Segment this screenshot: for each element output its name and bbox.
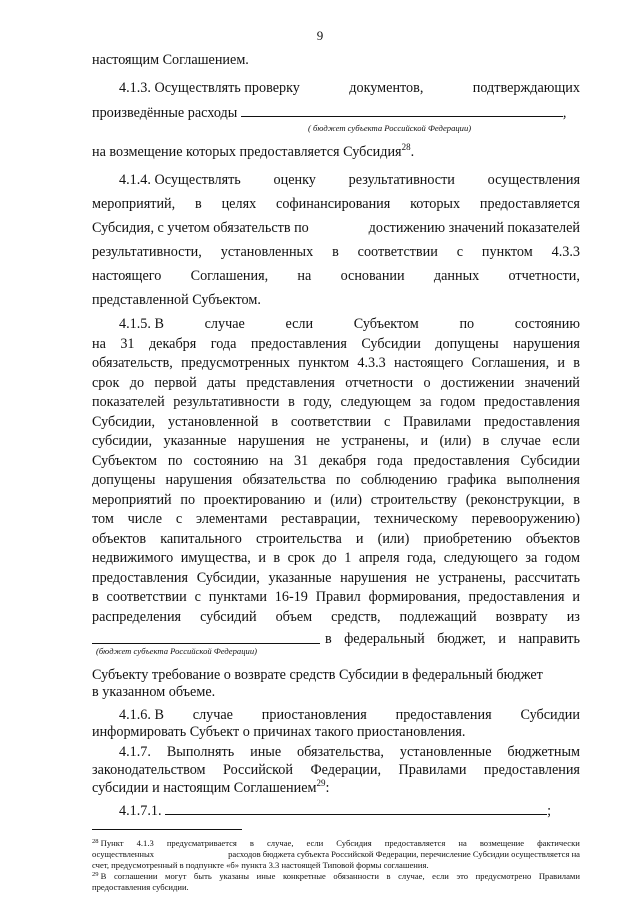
text-word: Выполнять [166, 744, 235, 760]
text-word: графика [447, 472, 497, 488]
text-word: Соглашения, [471, 355, 550, 371]
text-word: информировать Субъект о причинах такого приостановления. [92, 724, 466, 740]
fill-in-blank [241, 104, 563, 117]
text-word: $^{29}$ В [92, 871, 107, 881]
text-word: $^{28}$ Пункт [92, 838, 124, 848]
text-word: предусмотренных [181, 355, 290, 371]
text-word: не [415, 570, 430, 586]
text-word: и [572, 589, 580, 605]
text-word: капитального [160, 531, 242, 547]
text-word: в [332, 244, 339, 260]
text-word: 4.1.3 [136, 838, 154, 848]
text-word: быть [193, 871, 212, 881]
text-word: результативности [348, 172, 455, 188]
text-word: Правилами [403, 414, 472, 430]
text-word: Субсидии [520, 707, 580, 723]
footnote-number: 28 [92, 838, 99, 845]
text-word: предоставления субсидии. [92, 882, 189, 892]
text-word: предоставления [483, 762, 580, 778]
paragraph-4-1-7-1 [119, 802, 580, 819]
text-line [119, 707, 580, 723]
text-line: Субъекту требование о возврате средств Субсидии в федеральный бюджет [92, 667, 543, 683]
clause-number: 4.1.7.1. [119, 803, 162, 819]
text-word: мероприятий, [92, 196, 176, 212]
text-word: основании [340, 268, 405, 284]
text-line [92, 433, 580, 449]
text-word: Федерации, [310, 762, 382, 778]
text-word: допущены [92, 472, 156, 488]
text-word: 4.3.3 [551, 244, 580, 260]
text-word: отчетности, [508, 268, 580, 284]
text-word: Субсидия [336, 838, 372, 848]
footnote-ref: 29 [316, 778, 326, 788]
text-line [92, 511, 580, 527]
text-word: пунктом [481, 244, 533, 260]
field-hint: (бюджет субъекта Российской Федерации) [96, 646, 257, 656]
text-word: нарушения [237, 433, 305, 449]
text-word: осуществленных [92, 849, 155, 859]
text-word: в [249, 838, 254, 848]
text-word: представления [246, 375, 335, 391]
text-word: первой [154, 375, 197, 391]
clause-number: 4.1.3. [119, 80, 151, 96]
text-word: 4.3.3 [357, 355, 386, 371]
text-word: данных [433, 268, 480, 284]
text-word: документов, [349, 80, 424, 96]
text-word: соблюдению [360, 472, 438, 488]
text-word: за [525, 550, 538, 566]
text-word: году, [303, 394, 332, 410]
text-word: 4.1.5. В [119, 316, 164, 332]
text-word: объектов [92, 531, 147, 547]
text-word: Соглашения, [190, 268, 269, 284]
text-fragment: произведённые расходы [92, 105, 238, 121]
text-word: целях [221, 196, 257, 212]
text-line: настоящим Соглашением. [92, 52, 249, 68]
text-word: предоставления [483, 394, 580, 410]
text-word: могут [165, 871, 187, 881]
text-word: мероприятий [92, 492, 172, 508]
text-word: и [420, 433, 429, 449]
text-word: случае [500, 433, 541, 449]
text-line [92, 336, 580, 352]
text-word: соответствии [106, 589, 187, 605]
text-word: до [322, 550, 337, 566]
paragraph-4-1-7-last-line [92, 780, 580, 797]
punctuation: : [325, 780, 330, 796]
text-word: указанные [268, 570, 332, 586]
text-word: Российской [223, 762, 293, 778]
text-word: года [210, 336, 237, 352]
text-word: в [573, 492, 580, 508]
text-word: если [432, 871, 449, 881]
text-word: указанные [163, 433, 227, 449]
text-word: года, [407, 550, 437, 566]
text-word: субсидии, [92, 433, 153, 449]
text-word: случае [204, 316, 245, 332]
text-word: и [355, 531, 364, 547]
paragraph-4-1-3-line-3 [92, 144, 580, 161]
text-word: Правил [315, 589, 361, 605]
text-word: предоставления [483, 414, 580, 430]
text-word: установленные [399, 744, 492, 760]
text-word: предоставляется [384, 838, 446, 848]
paragraph-4-1-3-line-1 [119, 80, 580, 96]
text-line: в указанном объеме. [92, 684, 216, 700]
text-word: направить [518, 631, 580, 647]
text-word: случае, [266, 838, 294, 848]
text-word: (или) [439, 433, 472, 449]
text-line [92, 453, 580, 469]
text-word: о [423, 375, 431, 391]
text-word: предоставления [395, 707, 492, 723]
text-word: средств, [331, 609, 381, 625]
text-word: (или) [330, 492, 362, 508]
text-word: результативности [173, 394, 280, 410]
text-word: устранены, [341, 433, 410, 449]
text-line [92, 220, 580, 236]
text-word: в [273, 550, 281, 566]
text-word: обязанности [333, 871, 379, 881]
text-line [119, 744, 580, 760]
text-word: установленных [220, 244, 314, 260]
text-word: предоставления [468, 589, 565, 605]
text-word: по [180, 492, 196, 508]
text-word: конкретные [282, 871, 326, 881]
text-word: декабря [319, 453, 367, 469]
text-word: имущества, [180, 550, 251, 566]
text-word: софинансирования [276, 196, 391, 212]
text-line [92, 472, 580, 488]
text-word: техническому [374, 511, 458, 527]
text-word: следующего [443, 550, 518, 566]
text-word: бюджетным [507, 744, 580, 760]
text-word: недвижимого [92, 550, 174, 566]
paragraph-4-1-3-line-2 [92, 104, 580, 121]
text-word: оценку [273, 172, 316, 188]
text-word: состоянию [514, 316, 580, 332]
text-word: проектированию [203, 492, 306, 508]
text-word: нарушения [165, 472, 233, 488]
text-word: (реконструкции, [465, 492, 565, 508]
text-word: Субсидии, [92, 414, 156, 430]
text-word: по [459, 316, 475, 332]
text-word: 31 [294, 453, 309, 469]
text-word: с [194, 589, 201, 605]
text-word: предоставления [413, 453, 510, 469]
text-word: обязательства, [297, 744, 384, 760]
text-word: срок [92, 375, 120, 391]
text-line [92, 244, 580, 260]
text-word: нарушения [340, 570, 407, 586]
text-word: состоянию [193, 453, 259, 469]
punctuation: ; [547, 803, 552, 819]
text-word: обязательств, [92, 355, 173, 371]
text-word: по [335, 472, 351, 488]
text-word: если [306, 838, 324, 848]
text-word: настоящего [92, 268, 162, 284]
text-word: предусматривается [166, 838, 237, 848]
text-word: соответствии [290, 414, 372, 430]
text-word: с [456, 244, 464, 260]
text-word: Субсидии [520, 453, 580, 469]
text-word: значений [524, 375, 580, 391]
text-word: годом [544, 550, 580, 566]
text-word: случае [192, 707, 233, 723]
text-word: формирования, [368, 589, 461, 605]
text-word: пунктами [208, 589, 267, 605]
text-word: 31 [120, 336, 135, 352]
text-word: и [557, 355, 566, 371]
text-word: выполнения [506, 472, 580, 488]
text-line [92, 394, 580, 410]
text-word: и [313, 492, 322, 508]
text-word: в [482, 433, 490, 449]
text-word: законодательством [92, 762, 206, 778]
text-word: случае, [398, 871, 425, 881]
text-word: перевооружению) [471, 511, 580, 527]
text-word: из [566, 609, 580, 625]
text-word: Субъектом [353, 316, 419, 332]
text-word: федеральный [344, 631, 425, 647]
text-word: в [92, 589, 99, 605]
page-number: 9 [316, 28, 324, 43]
text-word: иные [250, 744, 282, 760]
text-word: 4.1.4. Осуществлять [119, 172, 241, 188]
text-word: в [573, 355, 580, 371]
text-word: соглашении [113, 871, 158, 881]
text-word: года [377, 453, 403, 469]
text-word: на [297, 268, 312, 284]
footnote-line [92, 860, 580, 871]
text-word: представленной Субъектом. [92, 292, 261, 308]
text-word: числе [127, 511, 163, 527]
text-word: соответствии [357, 244, 438, 260]
text-word: на [269, 453, 284, 469]
footnote-number: 29 [92, 871, 99, 878]
text-word: в [271, 414, 279, 430]
text-word: Субъектом [92, 453, 158, 469]
fill-in-blank [92, 631, 320, 644]
text-fragment: на возмещение которых предоставляется Субсидия [92, 144, 402, 160]
text-word: показателей [92, 394, 165, 410]
text-word: с [383, 414, 391, 430]
text-word: если [552, 433, 580, 449]
fill-in-blank [165, 802, 547, 815]
text-word: следующем [340, 394, 412, 410]
text-word: результативности, [92, 244, 202, 260]
text-word: указаны [219, 871, 250, 881]
text-line [92, 724, 580, 740]
text-word: и [498, 631, 506, 647]
field-hint: ( бюджет субъекта Российской Федерации) [308, 123, 472, 133]
text-fragment [325, 631, 580, 647]
text-word: подлежащий [399, 609, 477, 625]
footnote-separator [92, 829, 242, 830]
text-word: декабря [148, 336, 197, 352]
text-word: строительства [255, 531, 342, 547]
text-word: нарушения [513, 336, 580, 352]
footnote-ref: 28 [401, 142, 411, 152]
text-word: иные [256, 871, 276, 881]
footnote-line [92, 882, 580, 893]
punctuation: , [562, 105, 567, 121]
text-word: Правилами [398, 762, 467, 778]
text-word: том [92, 511, 114, 527]
text-word: распределения [92, 609, 182, 625]
text-word: за [419, 394, 432, 410]
text-word: субсидий [200, 609, 257, 625]
text-word: фактически [537, 838, 580, 848]
text-word: в [288, 394, 295, 410]
text-word: в [195, 196, 202, 212]
text-word: возврату [495, 609, 548, 625]
text-line [92, 589, 580, 605]
text-word: 16-19 [274, 589, 308, 605]
text-word: счет, предусмотренный в подпункте «б» пункта 3.3 настоящей Типовой формы соглашения. [92, 860, 429, 870]
text-word: 4.1.7. [119, 744, 151, 760]
text-word: 4.1.6. В [119, 707, 164, 723]
footnote-line [92, 849, 580, 860]
text-word: расходов бюджета субъекта Российской Федерации, перечисление Субсидии осуществляется на [228, 849, 580, 859]
text-word: Субсидия, с учетом обязательств по [92, 220, 309, 236]
text-word: по [167, 453, 183, 469]
text-word: допущены [435, 336, 499, 352]
text-word: даты [207, 375, 236, 391]
text-word: пунктом [298, 355, 350, 371]
text-word: которых [410, 196, 461, 212]
text-word: и [258, 550, 266, 566]
text-word: предоставления [92, 570, 189, 586]
text-word: приостановления [261, 707, 367, 723]
text-line [92, 531, 580, 547]
text-line [92, 268, 580, 284]
text-line [92, 414, 580, 430]
text-word: предоставления [250, 336, 347, 352]
text-word: в [325, 631, 332, 647]
text-word: Правилами [538, 871, 580, 881]
text-line [119, 172, 580, 188]
text-word: апреля [358, 550, 400, 566]
text-line [92, 196, 580, 212]
text-word: рассчитать [514, 570, 580, 586]
text-word: если [285, 316, 314, 332]
text-word: обязательства [242, 472, 326, 488]
text-word: 1 [344, 550, 352, 566]
text-word: Субсидии, [196, 570, 260, 586]
text-line [92, 609, 580, 625]
text-word: достижении [440, 375, 515, 391]
text-word: отчетности [345, 375, 414, 391]
text-line [92, 570, 580, 586]
text-line [92, 492, 580, 508]
text-word: объем [275, 609, 313, 625]
text-word: элементами [195, 511, 268, 527]
text-line [119, 316, 580, 332]
text-word: годом [440, 394, 476, 410]
text-word: на [458, 838, 467, 848]
text-word: реставрации, [281, 511, 361, 527]
text-word: на [92, 336, 106, 352]
text-word: предоставляется [479, 196, 580, 212]
text-word: Осуществлять проверку [154, 80, 300, 96]
text-word: строительству [370, 492, 458, 508]
text-word: бюджет, [437, 631, 486, 647]
text-word: настоящего [394, 355, 464, 371]
text-word: подтверждающих [472, 80, 580, 96]
text-word: осуществления [487, 172, 580, 188]
text-word: устранены, [438, 570, 506, 586]
text-word: срок [287, 550, 315, 566]
text-word: объектов [525, 531, 580, 547]
punctuation: . [410, 144, 415, 160]
text-line [92, 355, 580, 371]
text-word: установленной [167, 414, 259, 430]
text-word: до [129, 375, 145, 391]
text-word: Субсидии [361, 336, 421, 352]
text-word: не [316, 433, 330, 449]
text-line [92, 292, 580, 308]
text-word: приобретению [423, 531, 512, 547]
text-word: это [456, 871, 469, 881]
text-fragment: субсидии и настоящим Соглашением [92, 780, 317, 796]
text-line [92, 375, 580, 391]
text-line [92, 762, 580, 778]
text-word: с [175, 511, 183, 527]
text-line [92, 550, 580, 566]
text-word: в [386, 871, 391, 881]
text-word: возмещение [479, 838, 525, 848]
text-word: достижению значений показателей [368, 220, 580, 236]
text-word: (или) [377, 531, 410, 547]
text-word: предусмотрено [475, 871, 532, 881]
